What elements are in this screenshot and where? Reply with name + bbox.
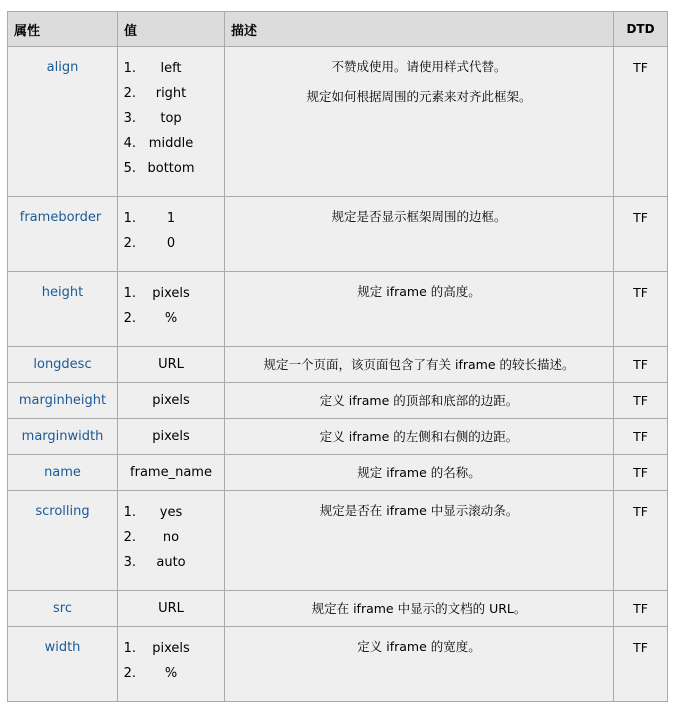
dtd-cell: TF xyxy=(614,272,668,347)
attr-link-width[interactable]: width xyxy=(44,640,81,655)
list-item: 2. right xyxy=(123,86,187,101)
attr-link-marginheight[interactable]: marginheight xyxy=(18,393,107,408)
value-list xyxy=(118,627,224,701)
header-description: 描述 xyxy=(225,12,614,47)
table-row xyxy=(8,591,668,627)
description-cell: 规定 iframe 的名称。 xyxy=(225,455,614,491)
list-item: 1. yes xyxy=(123,505,183,520)
attr-link-height[interactable]: height xyxy=(41,285,84,300)
value-list xyxy=(118,197,224,271)
dtd-cell: TF xyxy=(614,347,668,383)
description-cell: 规定是否显示框架周围的边框。 xyxy=(225,197,614,272)
attr-link-align[interactable]: align xyxy=(46,60,79,75)
dtd-cell: TF xyxy=(614,627,668,702)
table-row xyxy=(8,47,668,197)
header-dtd: DTD xyxy=(614,12,668,47)
dtd-cell: TF xyxy=(614,197,668,272)
attributes-table xyxy=(7,11,668,702)
value-list xyxy=(118,47,224,196)
attr-link-frameborder[interactable]: frameborder xyxy=(19,210,102,225)
table-row xyxy=(8,347,668,383)
attr-link-scrolling[interactable]: scrolling xyxy=(35,504,90,519)
description-cell: 定义 iframe 的左侧和右侧的边距。 xyxy=(225,419,614,455)
attr-link-src[interactable]: src xyxy=(53,601,72,616)
dtd-cell: TF xyxy=(614,491,668,591)
value-list xyxy=(118,272,224,346)
list-item: 1. left xyxy=(123,61,182,76)
value-cell: URL xyxy=(118,591,225,627)
list-item: 2. % xyxy=(123,666,178,681)
value-cell: pixels xyxy=(118,383,225,419)
list-item: 3. auto xyxy=(123,555,186,570)
value-cell: pixels xyxy=(118,419,225,455)
attr-link-longdesc[interactable]: longdesc xyxy=(33,357,92,372)
description-cell: 不赞成使用。请使用样式代替。 规定如何根据周围的元素来对齐此框架。 xyxy=(225,47,614,197)
attr-link-marginwidth[interactable]: marginwidth xyxy=(21,429,104,444)
description-cell: 规定在 iframe 中显示的文档的 URL。 xyxy=(225,591,614,627)
header-row xyxy=(8,12,668,47)
header-attribute: 属性 xyxy=(8,12,118,47)
table-row xyxy=(8,491,668,591)
list-item: 5. bottom xyxy=(123,161,195,176)
list-item: 3. top xyxy=(123,111,182,126)
value-cell: URL xyxy=(118,347,225,383)
description-cell: 规定 iframe 的高度。 xyxy=(225,272,614,347)
list-item: 1. pixels xyxy=(123,641,190,656)
description-cell: 规定是否在 iframe 中显示滚动条。 xyxy=(225,491,614,591)
list-item: 1. pixels xyxy=(123,286,190,301)
value-list xyxy=(118,491,224,590)
dtd-cell: TF xyxy=(614,419,668,455)
dtd-cell: TF xyxy=(614,383,668,419)
table-row xyxy=(8,272,668,347)
table-row xyxy=(8,197,668,272)
table-row xyxy=(8,383,668,419)
description-cell: 规定一个页面，该页面包含了有关 iframe 的较长描述。 xyxy=(225,347,614,383)
table-row xyxy=(8,419,668,455)
list-item: 2. no xyxy=(123,530,180,545)
attr-link-name[interactable]: name xyxy=(44,465,81,480)
description-cell: 定义 iframe 的顶部和底部的边距。 xyxy=(225,383,614,419)
header-value: 值 xyxy=(118,12,225,47)
dtd-cell: TF xyxy=(614,591,668,627)
description-cell: 定义 iframe 的宽度。 xyxy=(225,627,614,702)
table-row xyxy=(8,627,668,702)
dtd-cell: TF xyxy=(614,455,668,491)
dtd-cell: TF xyxy=(614,47,668,197)
list-item: 2. % xyxy=(123,311,178,326)
list-item: 4. middle xyxy=(123,136,194,151)
table-row xyxy=(8,455,668,491)
list-item: 2. 0 xyxy=(123,236,176,251)
value-cell: frame_name xyxy=(118,455,225,491)
list-item: 1. 1 xyxy=(123,211,176,226)
